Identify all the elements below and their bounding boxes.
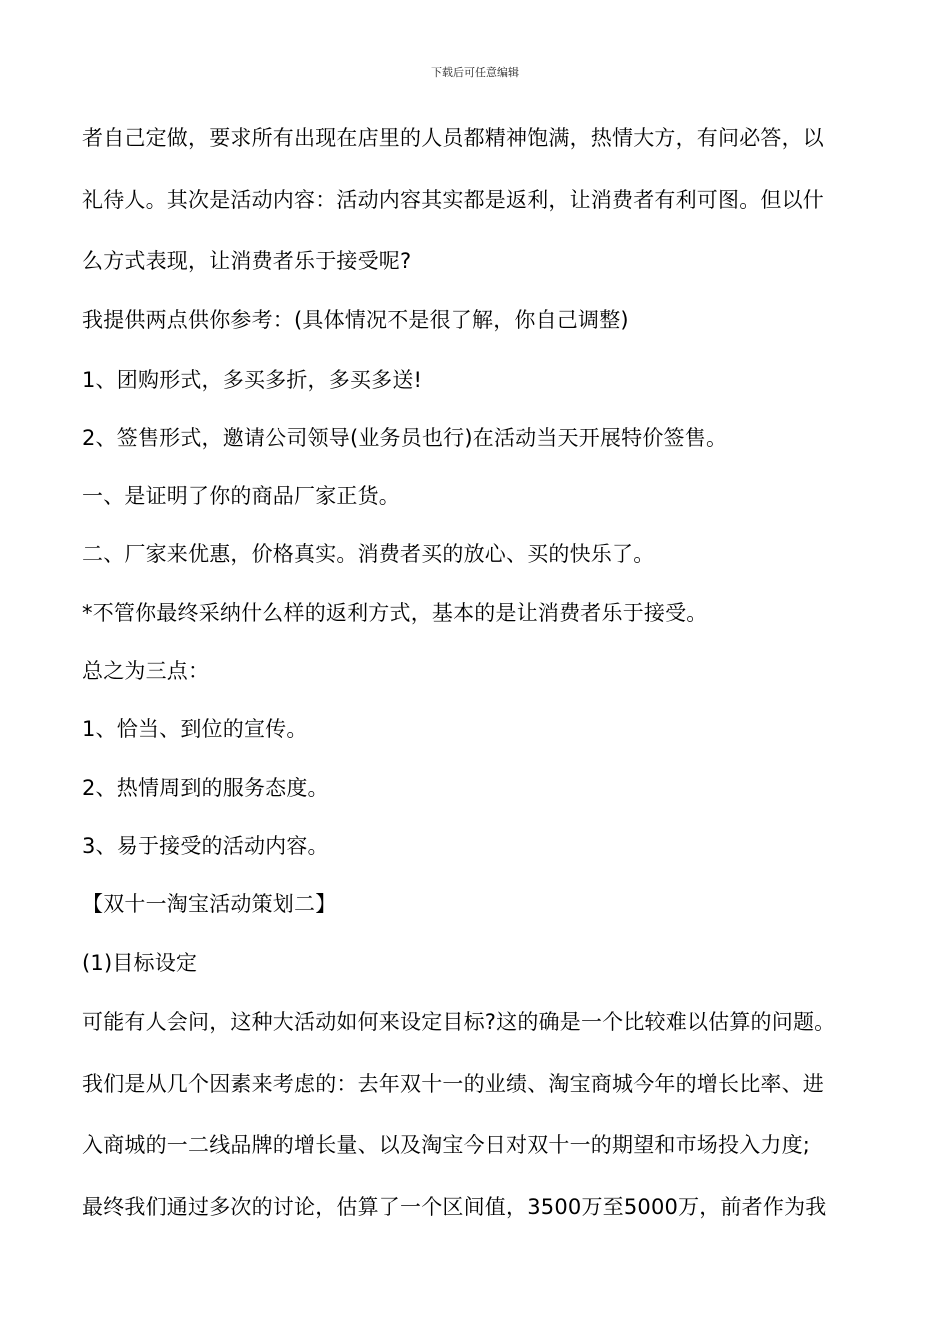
body-line: 我提供两点供你参考：(具体情况不是很了解，你自己调整) [82,308,629,332]
body-line: 可能有人会问，这种大活动如何来设定目标?这的确是一个比较难以估算的问题。 [82,1010,836,1034]
list-item: 3、易于接受的活动内容。 [82,834,329,858]
body-line: 我们是从几个因素来考虑的：去年双十一的业绩、淘宝商城今年的增长比率、进 [82,1072,824,1096]
body-line: 者自己定做，要求所有出现在店里的人员都精神饱满，热情大方，有问必答，以 [82,126,824,150]
subsection-heading: (1)目标设定 [82,951,198,975]
section-heading: 【双十一淘宝活动策划二】 [82,892,337,916]
list-item: 1、恰当、到位的宣传。 [82,717,308,741]
list-item: 2、签售形式，邀请公司领导(业务员也行)在活动当天开展特价签售。 [82,426,728,450]
list-item: 2、热情周到的服务态度。 [82,776,329,800]
body-line: *不管你最终采纳什么样的返利方式，基本的是让消费者乐于接受。 [82,601,708,625]
body-line: 入商城的一二线品牌的增长量、以及淘宝今日对双十一的期望和市场投入力度; [82,1133,811,1157]
list-item: 二、厂家来优惠，价格真实。消费者买的放心、买的快乐了。 [82,542,655,566]
body-line: 总之为三点： [82,659,210,683]
body-line: 礼待人。其次是活动内容：活动内容其实都是返利，让消费者有利可图。但以什 [82,188,824,212]
body-line: 最终我们通过多次的讨论，估算了一个区间值，3500万至5000万，前者作为我 [82,1195,827,1219]
page-header: 下载后可任意编辑 [431,66,519,79]
list-item: 1、团购形式，多买多折，多买多送! [82,368,423,392]
body-line: 么方式表现，让消费者乐于接受呢? [82,249,412,273]
list-item: 一、是证明了你的商品厂家正货。 [82,484,400,508]
